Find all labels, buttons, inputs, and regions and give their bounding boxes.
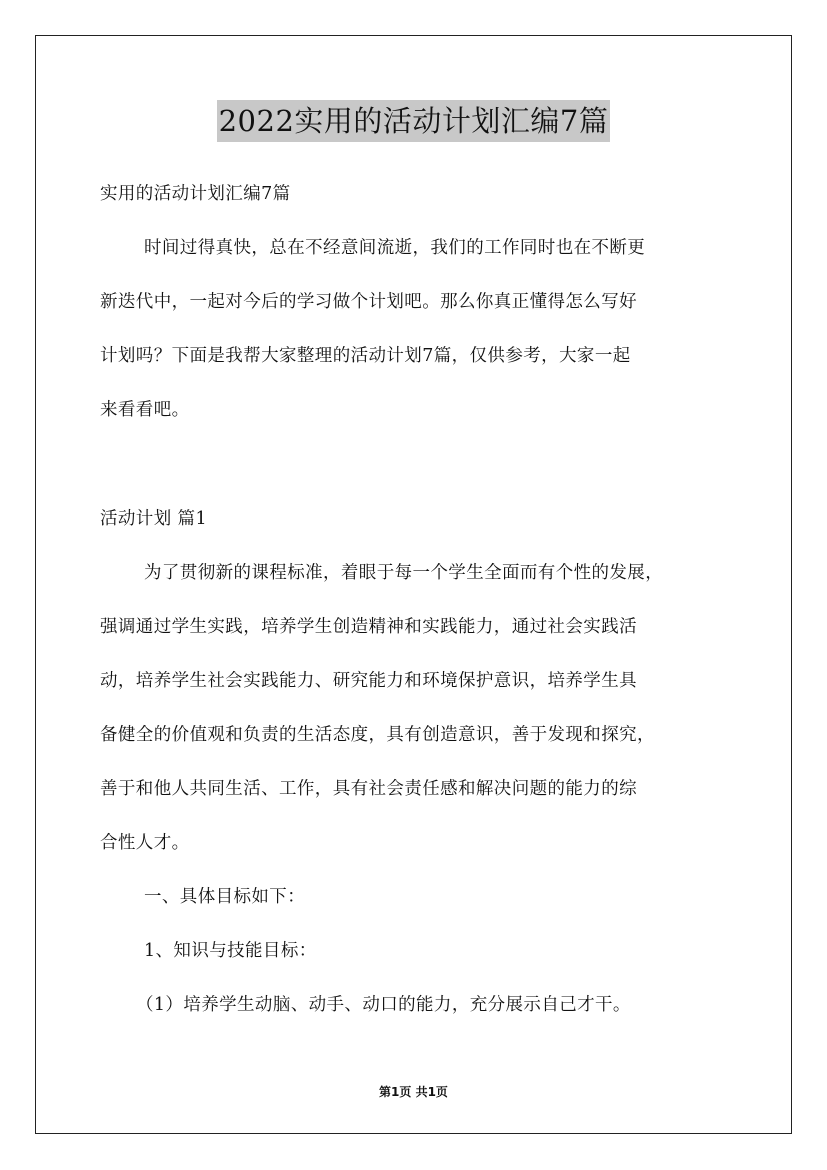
list-heading: 一、具体目标如下： [144,887,306,907]
paragraph-line: 时间过得真快，总在不经意间流逝，我们的工作同时也在不断更 [144,238,646,258]
paragraph-line: 备健全的价值观和负责的生活态度，具有创造意识，善于发现和探究， [100,725,655,745]
document-title: 2022实用的活动计划汇编7篇 [217,100,611,142]
list-subheading: 1、知识与技能目标： [144,941,317,961]
paragraph-line: 为了贯彻新的课程标准，着眼于每一个学生全面而有个性的发展， [144,563,664,583]
paragraph-line: 计划吗？下面是我帮大家整理的活动计划7篇，仅供参考，大家一起 [100,346,631,366]
list-item: （1）培养学生动脑、动手、动口的能力，充分展示自己才干。 [136,995,631,1015]
page-footer: 第1页 共1页 [379,1085,448,1099]
paragraph-line: 善于和他人共同生活、工作，具有社会责任感和解决问题的能力的综 [100,779,637,799]
paragraph-line: 来看看吧。 [100,400,190,420]
paragraph-line: 强调通过学生实践，培养学生创造精神和实践能力，通过社会实践活 [100,617,637,637]
paragraph-line: 新迭代中，一起对今后的学习做个计划吧。那么你真正懂得怎么写好 [100,292,637,312]
paragraph-line: 合性人才。 [100,833,190,853]
subtitle-line: 实用的活动计划汇编7篇 [100,184,291,204]
section-heading: 活动计划 篇1 [100,509,207,529]
paragraph-line: 动，培养学生社会实践能力、研究能力和环境保护意识，培养学生具 [100,671,637,691]
title-wrap [0,100,827,142]
